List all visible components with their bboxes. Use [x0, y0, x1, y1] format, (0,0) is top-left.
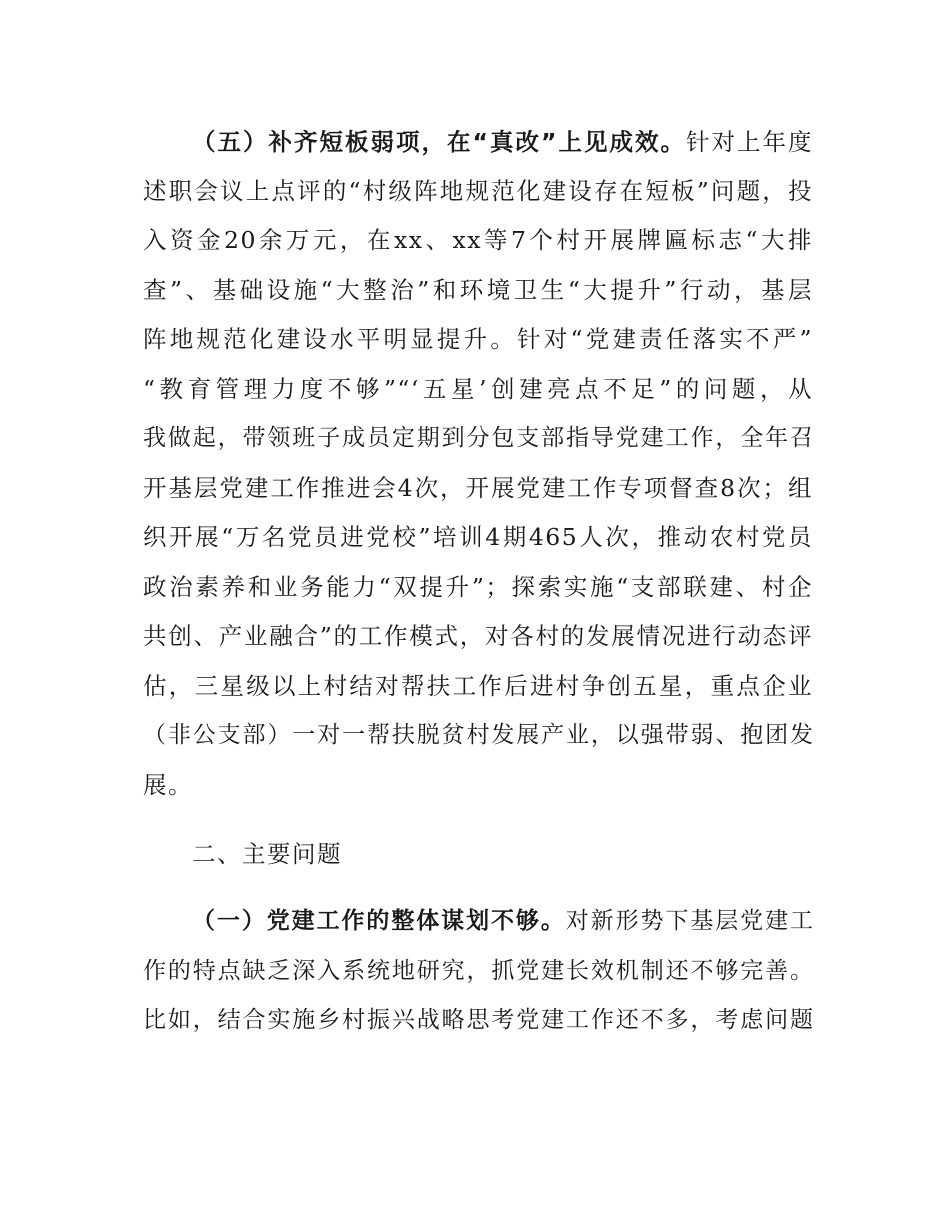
- section5-line-10: 共创、产业融合”的工作模式，对各村的发展情况进行动态评: [143, 622, 813, 650]
- section5-line-4: 阵地规范化建设水平明显提升。针对“党建责任落实不严”: [143, 325, 813, 353]
- part2-heading: 二、主要问题: [192, 840, 342, 868]
- section5-line-5: “教育管理力度不够”“‘五星’创建亮点不足”的问题，从: [143, 375, 813, 403]
- issue1-heading: （一）党建工作的整体谋划不够。: [192, 908, 566, 934]
- section5-line-2: 入资金20余万元，在xx、xx等7个村开展牌匾标志“大排: [143, 226, 813, 254]
- section5-line-3: 查”、基础设施“大整治”和环境卫生“大提升”行动，基层: [143, 276, 813, 304]
- section5-line-9: 政治素养和业务能力“双提升”；探索实施“支部联建、村企: [143, 573, 813, 601]
- section5-line-13: 展。: [143, 771, 193, 799]
- section5-line-7: 开基层党建工作推进会4次，开展党建工作专项督查8次；组: [143, 474, 813, 502]
- section5-line-12: （非公支部）一对一帮扶脱贫村发展产业，以强带弱、抱团发: [143, 722, 813, 748]
- section5-first-line: [192, 128, 814, 156]
- issue1-line-0: 对新形势下基层党建工: [565, 908, 814, 934]
- issue1-line-1: 作的特点缺乏深入系统地研究，抓党建长效机制还不够完善。: [143, 958, 813, 984]
- section5-line-1: 述职会议上点评的“村级阵地规范化建设存在短板”问题，投: [143, 177, 813, 205]
- issue1-line-2: 比如，结合实施乡村振兴战略思考党建工作还不多，考虑问题: [143, 1007, 813, 1033]
- section5-line-0: 针对上年度: [685, 128, 814, 156]
- issue1-first-line: [192, 910, 813, 933]
- section5-line-6: 我做起，带领班子成员定期到分包支部指导党建工作，全年召: [143, 425, 813, 451]
- section5-heading: （五）补齐短板弱项，在“真改”上见成效。: [192, 128, 686, 156]
- section5-line-8: 织开展“万名党员进党校”培训4期465人次，推动农村党员: [143, 523, 813, 551]
- section5-line-11: 估，三星级以上村结对帮扶工作后进村争创五星，重点企业: [143, 672, 813, 700]
